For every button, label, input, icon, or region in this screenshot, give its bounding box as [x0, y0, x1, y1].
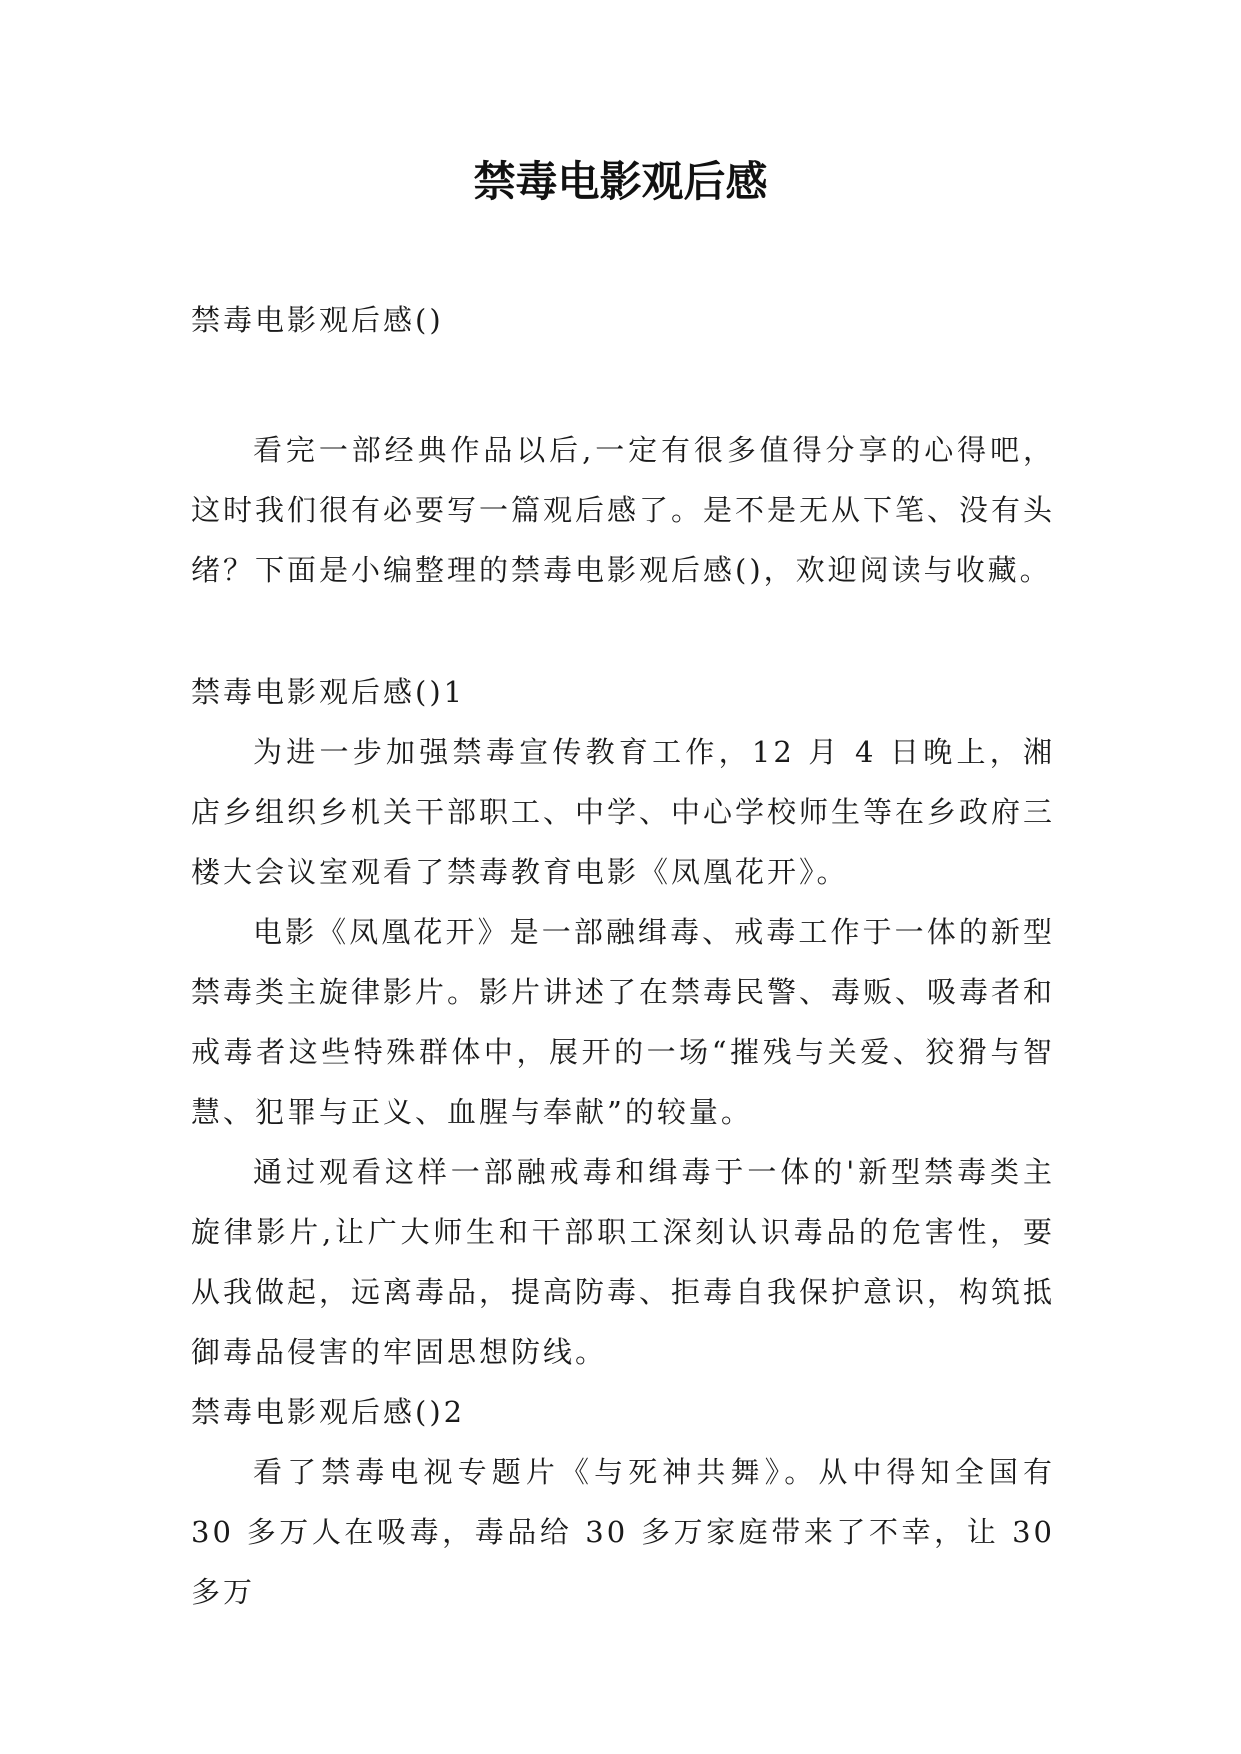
section-1-paragraph-2: 电影《凤凰花开》是一部融缉毒、戒毒工作于一体的新型禁毒类主旋律影片。影片讲述了在禁毒民警、毒贩、吸毒者和戒毒者这些特殊群体中，展开的一场“摧残与关爱、狡猾与智慧、犯罪与正义、血腥与奉献”的较量。 [191, 915, 1056, 1129]
document-body [191, 290, 1055, 1622]
spacer [191, 600, 1055, 662]
section-2-paragraph-1: 看了禁毒电视专题片《与死神共舞》。从中得知全国有 30 多万人在吸毒，毒品给 30 多万家庭带来了不幸，让 30 多万 [191, 1455, 1055, 1609]
section-1-paragraph-1: 为进一步加强禁毒宣传教育工作，12 月 4 日晚上，湘店乡组织乡机关干部职工、中学、中心学校师生等在乡政府三楼大会议室观看了禁毒教育电影《凤凰花开》。 [191, 735, 1056, 889]
section-2-heading: 禁毒电影观后感()2 [191, 1395, 466, 1429]
section-1-heading: 禁毒电影观后感()1 [191, 675, 466, 709]
intro-paragraph: 看完一部经典作品以后,一定有很多值得分享的心得吧，这时我们很有必要写一篇观后感了。是不是无从下笔、没有头绪？下面是小编整理的禁毒电影观后感()，欢迎阅读与收藏。 [191, 433, 1056, 587]
spacer [191, 350, 1055, 420]
section-1-paragraph-3: 通过观看这样一部融戒毒和缉毒于一体的'新型禁毒类主旋律影片,让广大师生和干部职工深刻认识毒品的危害性，要从我做起，远离毒品，提高防毒、拒毒自我保护意识，构筑抵御毒品侵害的牢固思想防线。 [191, 1155, 1056, 1369]
document-subtitle: 禁毒电影观后感() [191, 303, 444, 337]
document-title: 禁毒电影观后感 [473, 157, 768, 206]
